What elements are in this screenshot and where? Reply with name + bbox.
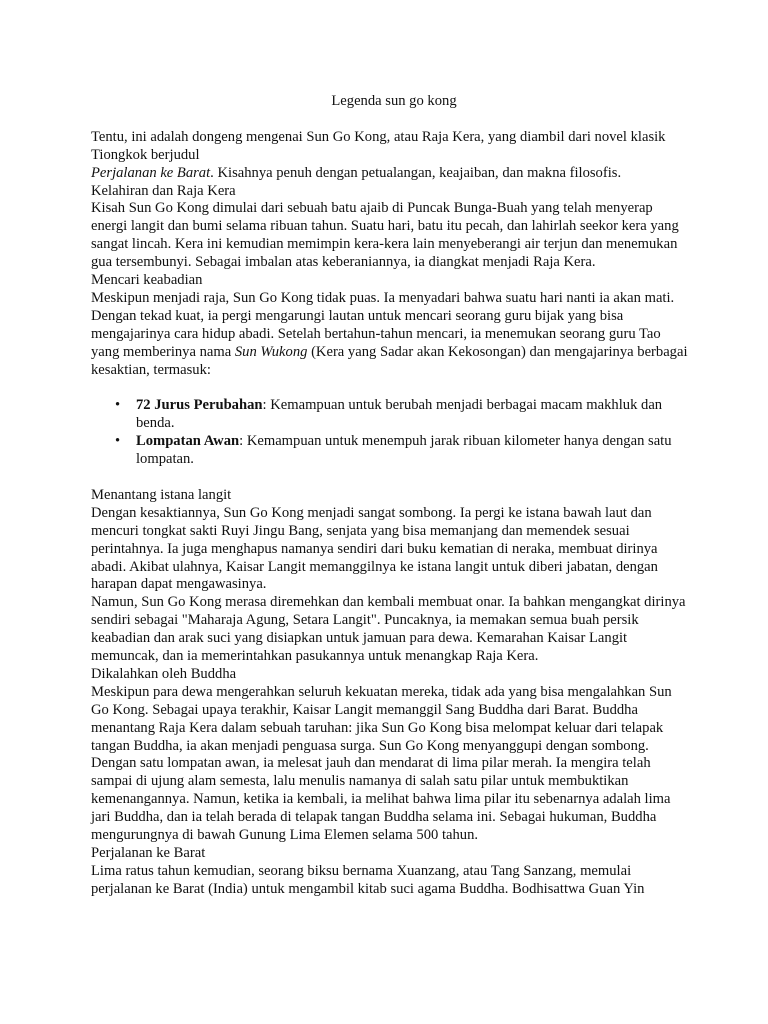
section-heading-kelahiran: Kelahiran dan Raja Kera: [91, 182, 236, 199]
paragraph-text-continued: (Kera yang Sadar akan Kekosongan) dan mengajarinya berbagai kesaktian, termasuk:: [91, 343, 688, 378]
bullet-icon: •: [115, 433, 121, 450]
list-item: [115, 397, 691, 433]
list-item-term: 72 Jurus Perubahan: [136, 397, 263, 414]
intro-text: Tentu, ini adalah dongeng mengenai Sun Go Kong, atau Raja Kera, yang diambil dari novel klasik Tiongkok berjudul: [91, 128, 666, 163]
section-paragraph: Namun, Sun Go Kong merasa diremehkan dan kembali membuat onar. Ia bahkan mengangkat dirinya sendiri sebagai "Maharaja Agung, Setara Langit". Puncaknya, ia memakan semua buah persik keabadian dan arak suci yang disiapkan untuk jamuan para dewa. Kemarahan Kaisar Langit memuncak, dan ia memerintahkan pasukannya untuk menangkap Raja Kera.: [91, 594, 686, 665]
section-heading-dikalahkan-buddha: Dikalahkan oleh Buddha: [91, 665, 237, 682]
given-name: Sun Wukong: [234, 343, 308, 360]
section-paragraph: Kisah Sun Go Kong dimulai dari sebuah batu ajaib di Puncak Bunga-Buah yang telah menyerap energi langit dan bumi selama ribuan tahun. Suatu hari, batu itu pecah, dan lahirlah seekor kera yang sangat lincah. Kera ini kemudian memimpin kera-kera lain menyeberangi air terjun dan menemukan gua tersembunyi. Sebagai imbalan atas keberaniannya, ia diangkat menjadi Raja Kera.: [91, 200, 679, 271]
intro-text-continued: . Kisahnya penuh dengan petualangan, keajaiban, dan makna filosofis.: [210, 164, 622, 181]
intro-paragraph: [91, 129, 691, 183]
section-heading-perjalanan-barat: Perjalanan ke Barat: [91, 845, 206, 862]
list-item-desc: : Kemampuan untuk menempuh jarak ribuan kilometer hanya dengan satu lompatan.: [136, 433, 672, 468]
section-heading-mencari-keabadian: Mencari keabadian: [91, 272, 203, 289]
title-spacer: [91, 111, 691, 129]
novel-title: Perjalanan ke Barat: [91, 164, 211, 181]
bullet-icon: •: [115, 397, 121, 414]
section-heading-menantang-istana: Menantang istana langit: [91, 486, 232, 503]
list-item: [115, 433, 691, 469]
section-paragraph: Dengan kesaktiannya, Sun Go Kong menjadi sangat sombong. Ia pergi ke istana bawah laut dan mencuri tongkat sakti Ruyi Jingu Bang, senjata yang bisa memanjang dan memendek sesuai perintahnya. Ia juga menghapus namanya sendiri dari buku kematian di neraka, membuat dirinya abadi. Akibat ulahnya, Kaisar Langit memanggilnya ke istana langit untuk diberi jabatan, dengan harapan dapat mengawasinya.: [91, 504, 658, 593]
powers-list: [91, 397, 691, 469]
section-paragraph: Meskipun para dewa mengerahkan seluruh kekuatan mereka, tidak ada yang bisa mengalahkan Sun Go Kong. Sebagai upaya terakhir, Kaisar Langit memanggil Sang Buddha dari Barat. Buddha menantang Raja Kera dalam sebuah taruhan: jika Sun Go Kong bisa melompat keluar dari telapak tangan Buddha, ia akan menjadi penguasa surga. Sun Go Kong menyanggupi dengan sombong. Dengan satu lompatan awan, ia melesat jauh dan mendarat di lima pilar merah. Ia mengira telah sampai di ujung alam semesta, lalu menulis namanya di salah satu pilar untuk membuktikan kemenangannya. Namun, ketika ia kembali, ia melihat bahwa lima pilar itu sebenarnya adalah lima jari Buddha, dan ia telah berada di telapak tangan Buddha selama ini. Sebagai hukuman, Buddha mengurungnya di bawah Gunung Lima Elemen selama 500 tahun.: [91, 683, 672, 844]
section-paragraph: [91, 290, 691, 380]
document-body: [91, 93, 691, 899]
list-item-desc: : Kemampuan untuk berubah menjadi berbagai macam makhluk dan benda.: [136, 397, 663, 432]
document-title: Legenda sun go kong: [331, 93, 457, 109]
section-paragraph: Lima ratus tahun kemudian, seorang biksu bernama Xuanzang, atau Tang Sanzang, memulai perjalanan ke Barat (India) untuk mengambil kitab suci agama Buddha. Bodhisattwa Guan Yin: [91, 862, 645, 897]
list-item-term: Lompatan Awan: [136, 433, 240, 450]
paragraph-text: Meskipun menjadi raja, Sun Go Kong tidak puas. Ia menyadari bahwa suatu hari nanti ia akan mati. Dengan tekad kuat, ia pergi mengarungi lautan untuk mencari seorang guru bijak yang bisa mengajarinya cara hidup abadi. Setelah bertahun-tahun mencari, ia menemukan seorang guru Tao yang memberinya nama: [91, 289, 675, 360]
